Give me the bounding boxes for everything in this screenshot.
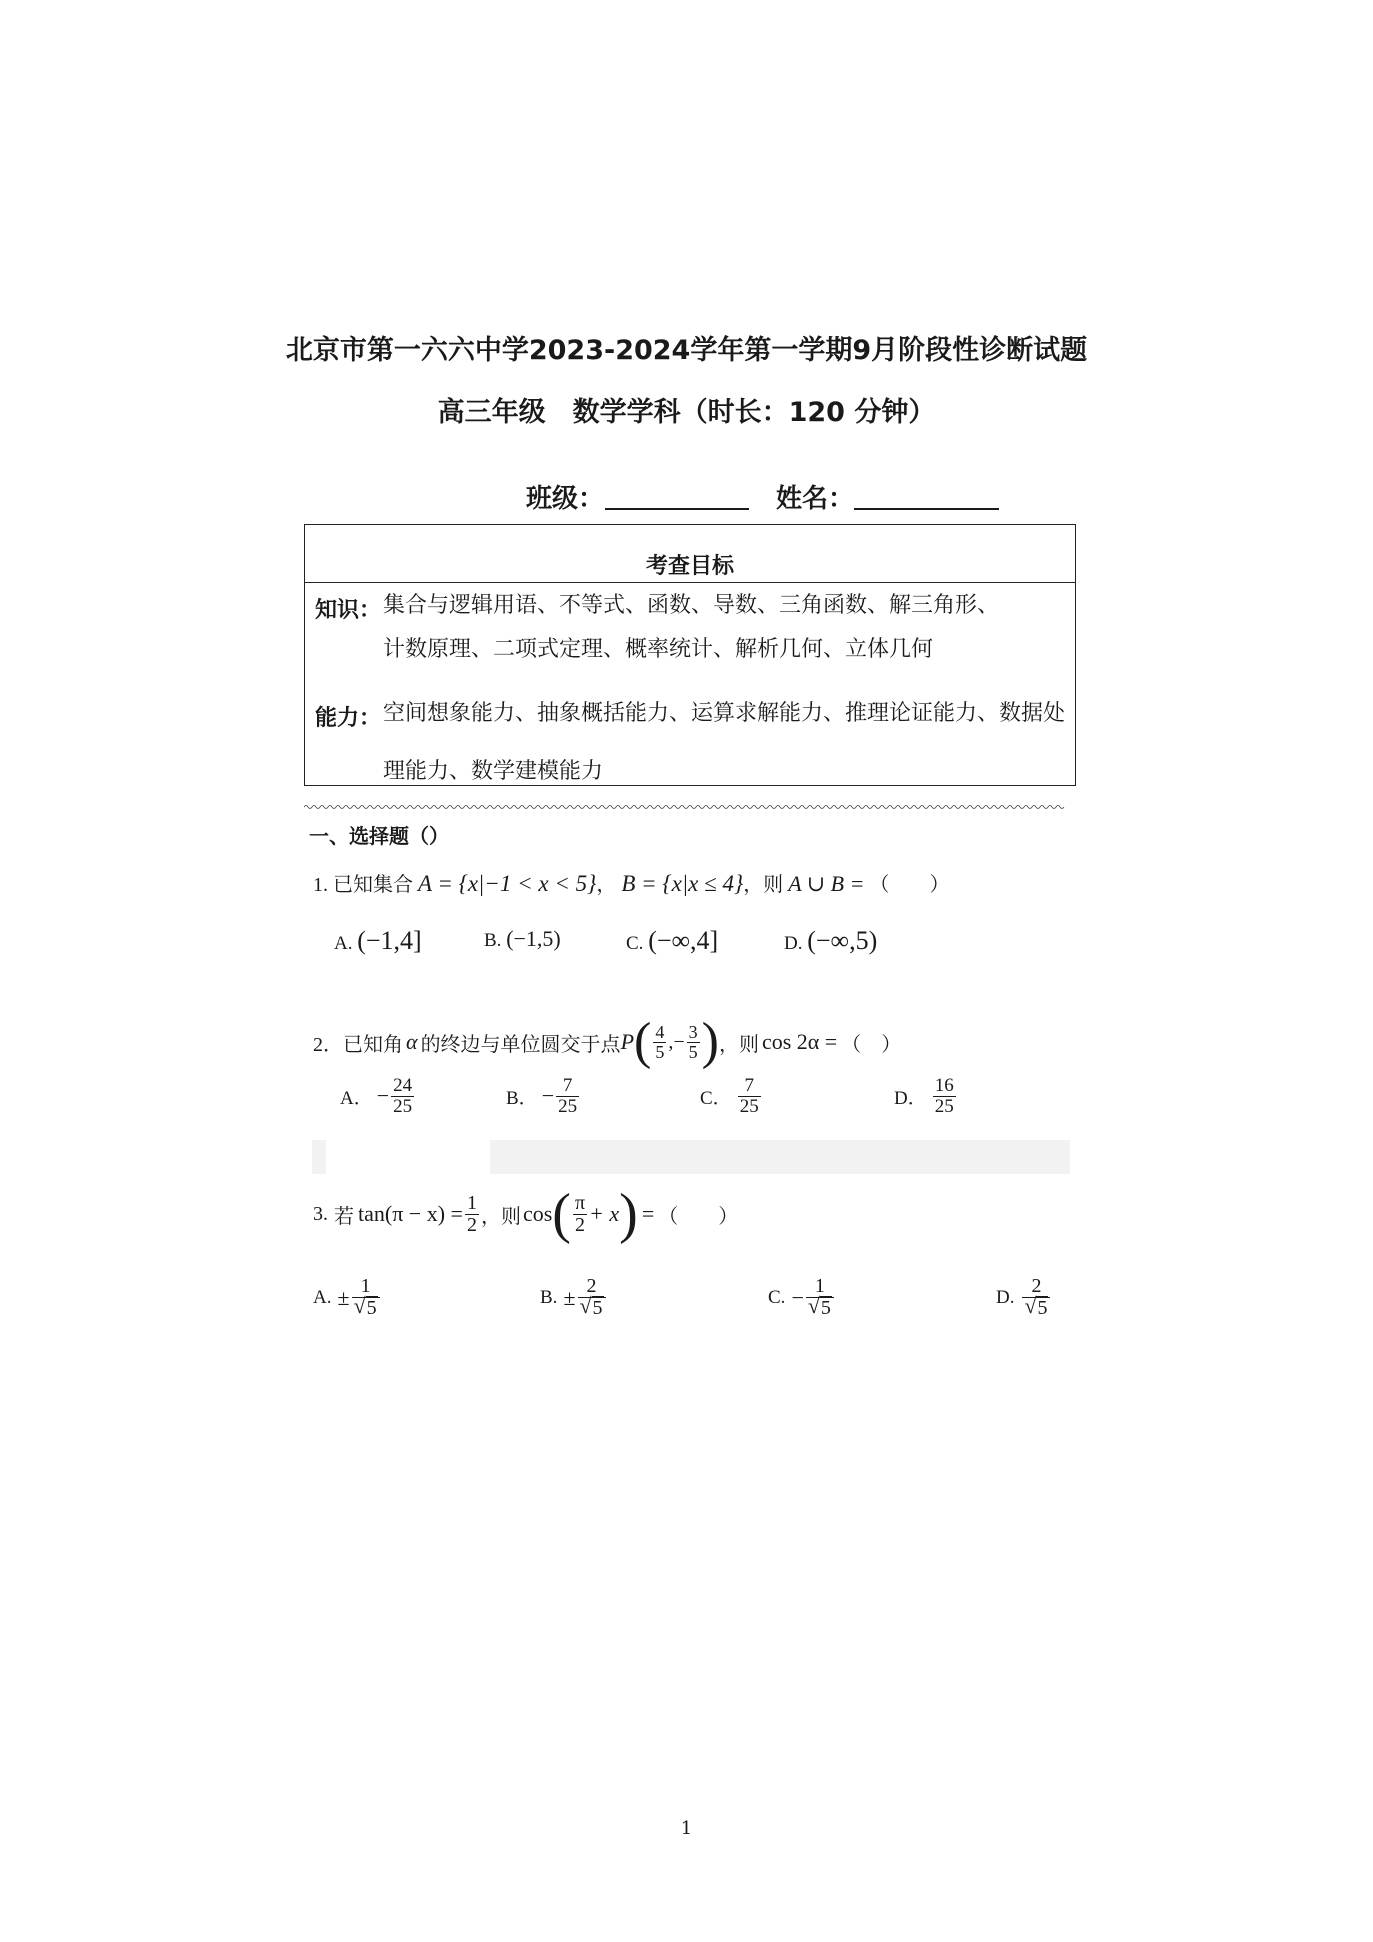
q3-option-b-label: B.: [540, 1286, 558, 1308]
q2-option-b-fraction: [556, 1076, 579, 1117]
q1-option-b[interactable]: [484, 926, 561, 952]
q1-sep: ，: [596, 874, 617, 896]
ability-label: 能力：: [315, 706, 382, 731]
q3-text-a: 若: [334, 1205, 354, 1228]
q3-option-c-sqrt: √ 5: [807, 1293, 831, 1319]
q1-option-c-label: C.: [626, 933, 644, 954]
q2-option-b-den: 25: [558, 1095, 578, 1117]
q2-option-c-fraction: [738, 1076, 761, 1117]
knowledge-line-1: 集合与逻辑用语、不等式、函数、导数、三角函数、解三角形、: [383, 593, 1000, 618]
q3-number: 3.: [313, 1202, 328, 1225]
q2-py-sign: −: [673, 1030, 685, 1053]
q3-option-d[interactable]: [996, 1276, 1052, 1319]
q1-option-c-value: (−∞,4]: [648, 926, 719, 955]
q3-option-a-label: A.: [313, 1286, 332, 1308]
q2-ask: cos 2α =: [761, 1029, 838, 1054]
q2-option-d-label: D．: [894, 1087, 927, 1109]
q3-pi-den: 2: [574, 1213, 585, 1236]
q3-option-a-num: 1: [352, 1276, 380, 1298]
q2-number: 2．: [313, 1033, 343, 1056]
q2-text-c: ，则: [718, 1033, 759, 1056]
q2-option-a-den: 25: [393, 1095, 413, 1117]
q3-half-num: 1: [466, 1191, 477, 1214]
q2-option-a[interactable]: [340, 1076, 416, 1117]
q2-option-a-fraction: [391, 1076, 414, 1117]
q3-option-c-label: C.: [768, 1286, 786, 1308]
q3-paren: （ ）: [658, 1205, 739, 1228]
q2-option-b-sign: −: [541, 1083, 555, 1109]
q1-set-a: A = {x|−1 < x < 5}: [418, 871, 597, 896]
q3-option-b-num: 2: [578, 1276, 606, 1298]
q2-option-c-num: 7: [738, 1076, 761, 1097]
q2-option-d-fraction: [933, 1076, 956, 1117]
q1-option-c[interactable]: [626, 926, 718, 956]
q2-option-c[interactable]: [700, 1076, 763, 1117]
q3-option-a-den: 5: [366, 1297, 377, 1319]
q1-paren: （ ）: [869, 874, 950, 896]
q2-option-c-den: 25: [739, 1095, 759, 1117]
q3-option-c-den: 5: [820, 1297, 831, 1319]
question-2: [313, 1013, 902, 1070]
ability-line-1: 空间想象能力、抽象概括能力、运算求解能力、推理论证能力、数据处: [383, 701, 1066, 726]
q3-option-a-sqrt: √ 5: [353, 1293, 377, 1319]
q3-option-d-den: 5: [1037, 1297, 1048, 1319]
name-blank[interactable]: [854, 482, 999, 510]
q2-option-d[interactable]: [894, 1076, 958, 1117]
q2-text-a: 已知角: [343, 1033, 403, 1056]
q1-text-b: ，则: [743, 874, 784, 896]
q2-py-num: 3: [688, 1021, 698, 1042]
q3-half-den: 2: [466, 1213, 477, 1236]
q2-px-den: 5: [655, 1041, 665, 1062]
q3-option-a[interactable]: [313, 1276, 382, 1319]
q2-px-fraction: [653, 1023, 666, 1062]
wavy-divider: [304, 804, 1066, 810]
q3-option-d-sqrt: √ 5: [1024, 1293, 1048, 1319]
shaded-band-right: [490, 1140, 1070, 1174]
q2-option-a-label: A．: [340, 1087, 373, 1109]
objectives-heading: 考查目标: [305, 525, 1075, 583]
q3-option-a-fraction: [352, 1276, 380, 1319]
q3-pi-num: π: [574, 1191, 586, 1214]
q3-option-a-sign: ±: [337, 1284, 350, 1310]
name-label: 姓名：: [776, 484, 855, 514]
q2-option-c-label: C．: [700, 1087, 732, 1109]
q1-set-b: B = {x|x ≤ 4}: [621, 871, 744, 896]
q1-option-b-value: (−1,5): [506, 926, 561, 951]
q3-right-paren: ): [619, 1183, 638, 1245]
shaded-band-left: [312, 1140, 326, 1174]
q3-eq: =: [641, 1201, 655, 1226]
q3-option-d-fraction: [1022, 1276, 1050, 1319]
q2-option-b-num: 7: [556, 1076, 579, 1097]
q2-option-d-den: 25: [934, 1095, 954, 1117]
q3-tan-expr: tan(π − x) =: [358, 1201, 463, 1226]
q3-option-b-sign: ±: [563, 1284, 576, 1310]
q3-option-b[interactable]: [540, 1276, 608, 1319]
q1-option-d-label: D.: [784, 933, 803, 954]
page-number: 1: [680, 1818, 693, 1839]
class-blank[interactable]: [605, 482, 749, 510]
q3-option-d-num: 2: [1022, 1276, 1050, 1298]
q2-option-a-num: 24: [393, 1075, 413, 1096]
q3-pi-fraction: [573, 1193, 587, 1236]
q2-alpha: α: [406, 1029, 418, 1054]
question-1: [313, 868, 949, 897]
q2-option-d-num: 16: [934, 1075, 954, 1096]
q3-option-b-fraction: [578, 1276, 606, 1319]
q1-ask: A ∪ B =: [788, 871, 865, 896]
q2-point: P: [620, 1029, 635, 1054]
q1-option-d[interactable]: [784, 926, 877, 956]
knowledge-line-2: 计数原理、二项式定理、概率统计、解析几何、立体几何: [383, 637, 934, 662]
q3-half-fraction: [465, 1193, 479, 1236]
q1-option-a[interactable]: [334, 926, 422, 956]
q1-option-d-value: (−∞,5): [807, 926, 878, 955]
q3-option-b-den: 5: [592, 1297, 603, 1319]
objectives-box: [304, 524, 1076, 786]
q3-option-c-fraction: [806, 1276, 834, 1319]
q2-paren: （ ）: [841, 1033, 902, 1056]
q3-left-paren: (: [552, 1183, 571, 1245]
q1-number: 1.: [313, 874, 328, 896]
q2-py-fraction: [687, 1023, 700, 1062]
q3-option-c-sign: −: [791, 1284, 804, 1310]
q1-option-b-label: B.: [484, 930, 502, 951]
q3-option-c-num: 1: [806, 1276, 834, 1298]
q2-option-b-label: B．: [506, 1087, 538, 1109]
q2-py-den: 5: [688, 1041, 698, 1062]
q1-text-a: 已知集合: [333, 874, 413, 896]
q3-text-b: ，则: [480, 1205, 521, 1228]
q2-px-num: 4: [655, 1021, 665, 1042]
q3-plus-x: + x: [589, 1201, 620, 1226]
q2-option-a-sign: −: [376, 1083, 390, 1109]
q1-option-a-value: (−1,4]: [357, 926, 422, 955]
q3-option-c[interactable]: [768, 1276, 836, 1319]
q2-comma: ,: [668, 1030, 674, 1053]
knowledge-label: 知识：: [315, 598, 382, 623]
q2-text-b: 的终边与单位圆交于点: [420, 1033, 621, 1056]
q2-option-b[interactable]: [506, 1076, 581, 1117]
q1-option-a-label: A.: [334, 933, 353, 954]
class-label: 班级：: [526, 484, 605, 514]
q2-left-paren: (: [634, 1013, 652, 1070]
q3-option-d-label: D.: [996, 1286, 1015, 1308]
section-heading: 一、选择题（）: [309, 824, 449, 848]
q2-right-paren: ): [701, 1013, 719, 1070]
q3-cos-fn: cos: [522, 1201, 553, 1226]
exam-title: 北京市第一六六中学2023-2024学年第一学期9月阶段性诊断试题: [285, 335, 1088, 366]
q3-option-b-sqrt: √ 5: [579, 1293, 603, 1319]
exam-subtitle: 高三年级 数学学科（时长：120 分钟）: [437, 397, 936, 428]
ability-line-2: 理能力、数学建模能力: [383, 759, 604, 784]
question-3: [313, 1183, 739, 1245]
